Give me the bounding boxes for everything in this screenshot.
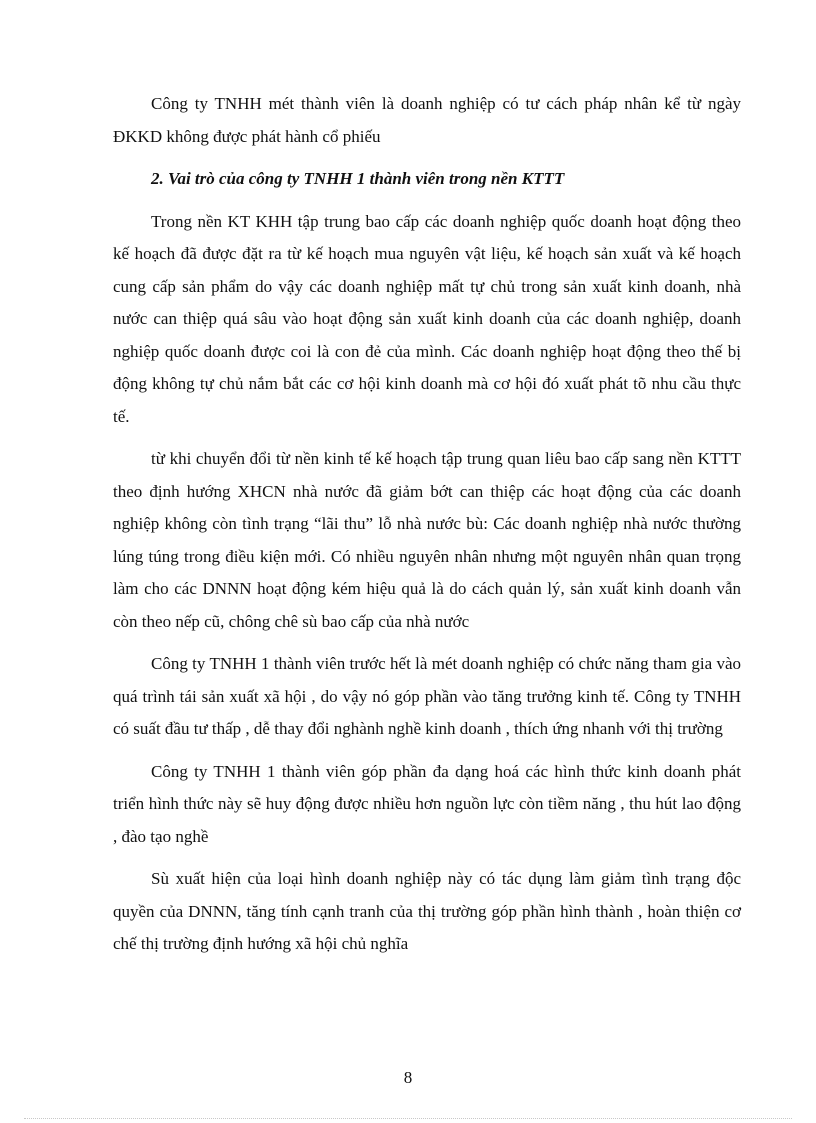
paragraph-intro: Công ty TNHH mét thành viên là doanh nghiệp có tư cách pháp nhân kể từ ngày ĐKKD không được phát hành cổ phiếu bbox=[113, 94, 741, 146]
paragraph-role-growth: Công ty TNHH 1 thành viên trước hết là mét doanh nghiệp có chức năng tham gia vào quá trình tái sản xuất xã hội , do vậy nó góp phần vào tăng trưởng kinh tế. Công ty TNHH có suất đầu tư thấp , dễ thay đổi nghành nghề kinh doanh , thích ứng nhanh với thị trường bbox=[113, 654, 741, 738]
page-bottom-border bbox=[24, 1118, 792, 1119]
paragraph-competition: Sù xuất hiện của loại hình doanh nghiệp này có tác dụng làm giảm tình trạng độc quyền của DNNN, tăng tính cạnh tranh của thị trường góp phần hình thành , hoàn thiện cơ chế thị trường định hướng xã hội chủ nghĩa bbox=[113, 869, 741, 953]
section-heading: 2. Vai trò của công ty TNHH 1 thành viên trong nền KTTT bbox=[151, 169, 565, 188]
paragraph-diversification: Công ty TNHH 1 thành viên góp phần đa dạng hoá các hình thức kinh doanh phát triển hình thức này sẽ huy động được nhiều hơn nguồn lực còn tiềm năng , thu hút lao động , đào tạo nghề bbox=[113, 761, 741, 846]
paragraph-transition: từ khi chuyển đổi từ nền kinh tế kế hoạch tập trung quan liêu bao cấp sang nền KTTT theo định hướng XHCN nhà nước đã giảm bớt can thiệp các hoạt động của các doanh nghiệp không còn tình trạng “lãi thu” lỗ nhà nước bù: Các doanh nghiệp nhà nước thường lúng túng trong điều kiện mới. Có nhiều nguyên nhân nhưng một nguyên nhân quan trọng làm cho các DNNN hoạt động kém hiệu quả là do cách quản lý, sản xuất kinh doanh vẫn còn theo nếp cũ, chông chê sù bao cấp của nhà nước bbox=[113, 449, 741, 631]
paragraph-planned-economy: Trong nền KT KHH tập trung bao cấp các doanh nghiệp quốc doanh hoạt động theo kế hoạch đã được đặt ra từ kế hoạch mua nguyên vật liệu, kế hoạch sản xuất và kế hoạch cung cấp sản phẩm do vậy các doanh nghiệp mất tự chủ trong sản xuất kinh doanh, nhà nước can thiệp quá sâu vào hoạt động sản xuất kinh doanh của các doanh nghiệp, doanh nghiệp quốc doanh được coi là con đẻ của mình. Các doanh nghiệp hoạt động theo thế bị động không tự chủ nắm bắt các cơ hội kinh doanh mà cơ hội đó xuất phát tõ nhu cầu thực tế. bbox=[113, 211, 741, 426]
page-number: 8 bbox=[403, 1068, 413, 1087]
page-content bbox=[113, 88, 741, 971]
